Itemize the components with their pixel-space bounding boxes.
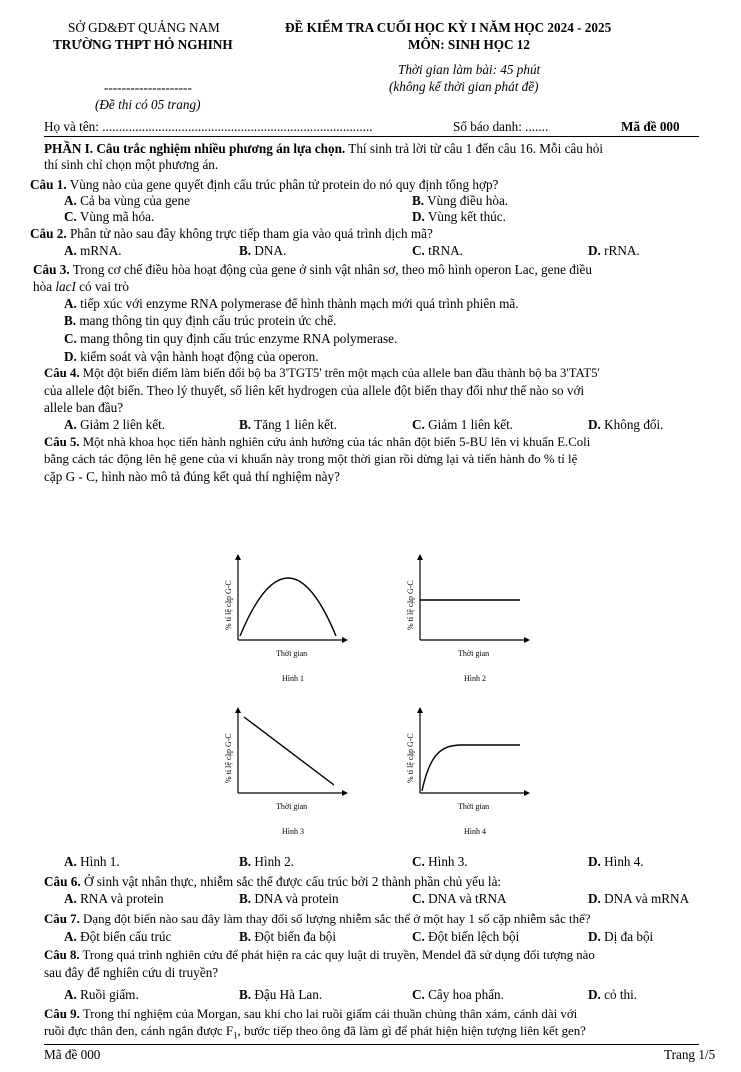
question-number: Câu 1. <box>30 177 67 192</box>
question-9: Câu 9. Trong thí nghiệm của Morgan, sau khi cho lai ruồi giấm cái thuần chủng thân xám, cánh dài với <box>44 1007 578 1021</box>
header-divider <box>44 136 699 137</box>
option-2a[interactable]: A. mRNA. <box>64 243 122 258</box>
curve-rise-then-fall <box>240 578 336 636</box>
option-1a[interactable]: A. Cả ba vùng của gene <box>64 193 190 208</box>
option-2c[interactable]: C. tRNA. <box>412 243 463 258</box>
option-8d[interactable]: D. cỏ thi. <box>588 987 638 1002</box>
figure-caption: Hình 4 <box>464 827 486 836</box>
question-6: Câu 6. Ở sinh vật nhân thực, nhiễm sắc thể được cấu trúc bởi 2 thành phần chủ yếu là: <box>44 874 502 889</box>
option-5c[interactable]: C. Hình 3. <box>412 854 468 869</box>
option-3c[interactable]: C. mang thông tin quy định cấu trúc enzyme RNA polymerase. <box>64 331 398 346</box>
exam-subject: MÔN: SINH HỌC 12 <box>408 37 530 52</box>
figure-caption: Hình 1 <box>282 674 304 683</box>
y-axis-arrow <box>417 554 423 560</box>
curve-decreasing-linear <box>244 717 334 785</box>
option-2b[interactable]: B. DNA. <box>239 243 287 258</box>
x-axis-label: Thời gian <box>276 649 308 658</box>
question-1 <box>30 177 498 193</box>
x-axis-arrow <box>524 790 530 796</box>
figure-caption: Hình 2 <box>464 674 486 683</box>
option-7d[interactable]: D. Dị đa bội <box>588 929 654 944</box>
question-5-line3: cặp G - C, hình nào mô tả đúng kết quả thí nghiệm này? <box>44 469 340 484</box>
y-axis-arrow <box>235 707 241 713</box>
option-6b[interactable]: B. DNA và protein <box>239 891 339 906</box>
x-axis-arrow <box>524 637 530 643</box>
question-4-line3: allele ban đầu? <box>44 400 124 415</box>
x-axis-arrow <box>342 790 348 796</box>
option-3d[interactable]: D. kiểm soát và vận hành hoạt động của operon. <box>64 349 319 364</box>
part1-instr: Thí sinh trả lời từ câu 1 đến câu 16. Mỗi câu hỏi <box>345 141 604 156</box>
question-5-line2: bằng cách tác động lên hệ gene của vi khuẩn này trong một thời gian rồi dừng lại và tiến hành đo % tỉ lệ <box>44 452 578 466</box>
option-7c[interactable]: C. Đột biến lệch bội <box>412 929 520 944</box>
option-2d[interactable]: D. rRNA. <box>588 243 640 258</box>
header-pages: (Đề thi có 05 trang) <box>95 97 201 112</box>
header-school: TRƯỜNG THPT HỎ NGHINH <box>53 37 233 52</box>
question-4-line2: của allele đột biến. Theo lý thuyết, số liên kết hydrogen của allele đột biến thay đổi như thế nào so với <box>44 383 585 398</box>
y-axis-label: % tỉ lệ cặp G-C <box>406 733 415 783</box>
option-6c[interactable]: C. DNA và tRNA <box>412 891 507 906</box>
x-axis-label: Thời gian <box>458 802 490 811</box>
question-3-line2: hòa lacI có vai trò <box>33 279 129 294</box>
option-6a[interactable]: A. RNA và protein <box>64 891 164 906</box>
y-axis-label: % tỉ lệ cặp G-C <box>224 733 233 783</box>
option-4a[interactable]: A. Giảm 2 liên kết. <box>64 417 166 432</box>
option-8c[interactable]: C. Cây hoa phấn. <box>412 987 504 1002</box>
option-4c[interactable]: C. Giảm 1 liên kết. <box>412 417 514 432</box>
option-7a[interactable]: A. Đột biến cấu trúc <box>64 929 172 944</box>
y-axis-arrow <box>417 707 423 713</box>
question-8: Câu 8. Trong quá trình nghiên cứu để phát hiện ra các quy luật di truyền, Mendel đã sử dụng đối tượng nào <box>44 948 595 962</box>
option-4d[interactable]: D. Không đổi. <box>588 417 664 432</box>
y-axis-label: % tỉ lệ cặp G-C <box>224 580 233 630</box>
figure-caption: Hình 3 <box>282 827 304 836</box>
exam-time: Thời gian làm bài: 45 phút <box>398 62 541 77</box>
option-7b[interactable]: B. Đột biến đa bội <box>239 929 337 944</box>
option-6d[interactable]: D. DNA và mRNA <box>588 891 690 906</box>
exam-code: Mã đề 000 <box>621 119 680 134</box>
option-5a[interactable]: A. Hình 1. <box>64 854 120 869</box>
exam-title: ĐỀ KIỂM TRA CUỐI HỌC KỲ I NĂM HỌC 2024 - 2025 <box>285 20 612 35</box>
option-5b[interactable]: B. Hình 2. <box>239 854 294 869</box>
question-3: Câu 3. Trong cơ chế điều hòa hoạt động của gene ở sinh vật nhân sơ, theo mô hình operon Lac, gene điều <box>33 262 592 277</box>
question-5: Câu 5. Một nhà khoa học tiến hành nghiên cứu ảnh hưởng của tác nhân đột biến 5-BU lên vi khuẩn E.Coli <box>44 435 591 449</box>
x-axis-label: Thời gian <box>276 802 308 811</box>
footer-page-number: Trang 1/5 <box>664 1047 716 1062</box>
option-8a[interactable]: A. Ruồi giấm. <box>64 987 139 1002</box>
option-3b[interactable]: B. mang thông tin quy định cấu trúc protein ức chế. <box>64 313 337 328</box>
exam-note: (không kể thời gian phát đề) <box>389 79 539 94</box>
option-3a[interactable]: A. tiếp xúc với enzyme RNA polymerase để hình thành mạch mới quá trình phiên mã. <box>64 296 519 311</box>
y-axis-label: % tỉ lệ cặp G-C <box>406 580 415 630</box>
x-axis-label: Thời gian <box>458 649 490 658</box>
question-text: Vùng nào của gene quyết định cấu trúc phân tử protein do nó quy định tổng hợp? <box>66 177 499 192</box>
header-dashes: -------------------- <box>104 80 192 95</box>
option-1b[interactable]: B. Vùng điều hòa. <box>412 193 509 208</box>
option-4b[interactable]: B. Tăng 1 liên kết. <box>239 417 337 432</box>
student-id-field: Số báo danh: ....... <box>453 119 549 134</box>
y-axis-arrow <box>235 554 241 560</box>
question-4: Câu 4. Một đột biến điểm làm biến đổi bộ ba 3'TGT5' trên một mạch của allele ban đầu thành bộ ba 3'TAT5' <box>44 366 600 380</box>
x-axis-arrow <box>342 637 348 643</box>
figure-grid <box>0 545 741 885</box>
student-name-field: Họ và tên: .................................................................................. <box>44 119 373 134</box>
question-7: Câu 7. Dạng đột biến nào sau đây làm thay đổi số lượng nhiễm sắc thể ở một hay 1 số cặp nhiễm sắc thể? <box>44 912 591 926</box>
footer-divider <box>44 1044 699 1045</box>
part1-title: PHẦN I. Câu trắc nghiệm nhiều phương án lựa chọn. <box>44 141 346 156</box>
footer-exam-code: Mã đề 000 <box>44 1047 101 1062</box>
option-1d[interactable]: D. Vùng kết thúc. <box>412 209 506 224</box>
part1-instructions-2: thí sinh chỉ chọn một phương án. <box>44 157 219 172</box>
header-dept: SỞ GD&ĐT QUẢNG NAM <box>68 20 220 35</box>
option-5d[interactable]: D. Hình 4. <box>588 854 644 869</box>
curve-rise-then-plateau <box>422 745 520 791</box>
question-2: Câu 2. Phân tử nào sau đây không trực tiếp tham gia vào quá trình dịch mã? <box>30 226 433 241</box>
option-1c[interactable]: C. Vùng mã hóa. <box>64 209 155 224</box>
part1-instructions <box>44 141 603 157</box>
question-8-line2: sau đây để nghiên cứu di truyền? <box>44 965 219 980</box>
question-9-line2: ruồi đực thân đen, cánh ngắn được $F_1$, bước tiếp theo ông đã làm gì để phát hiện hiện tượng liên kết gen? <box>44 1024 586 1041</box>
option-8b[interactable]: B. Đậu Hà Lan. <box>239 987 323 1002</box>
